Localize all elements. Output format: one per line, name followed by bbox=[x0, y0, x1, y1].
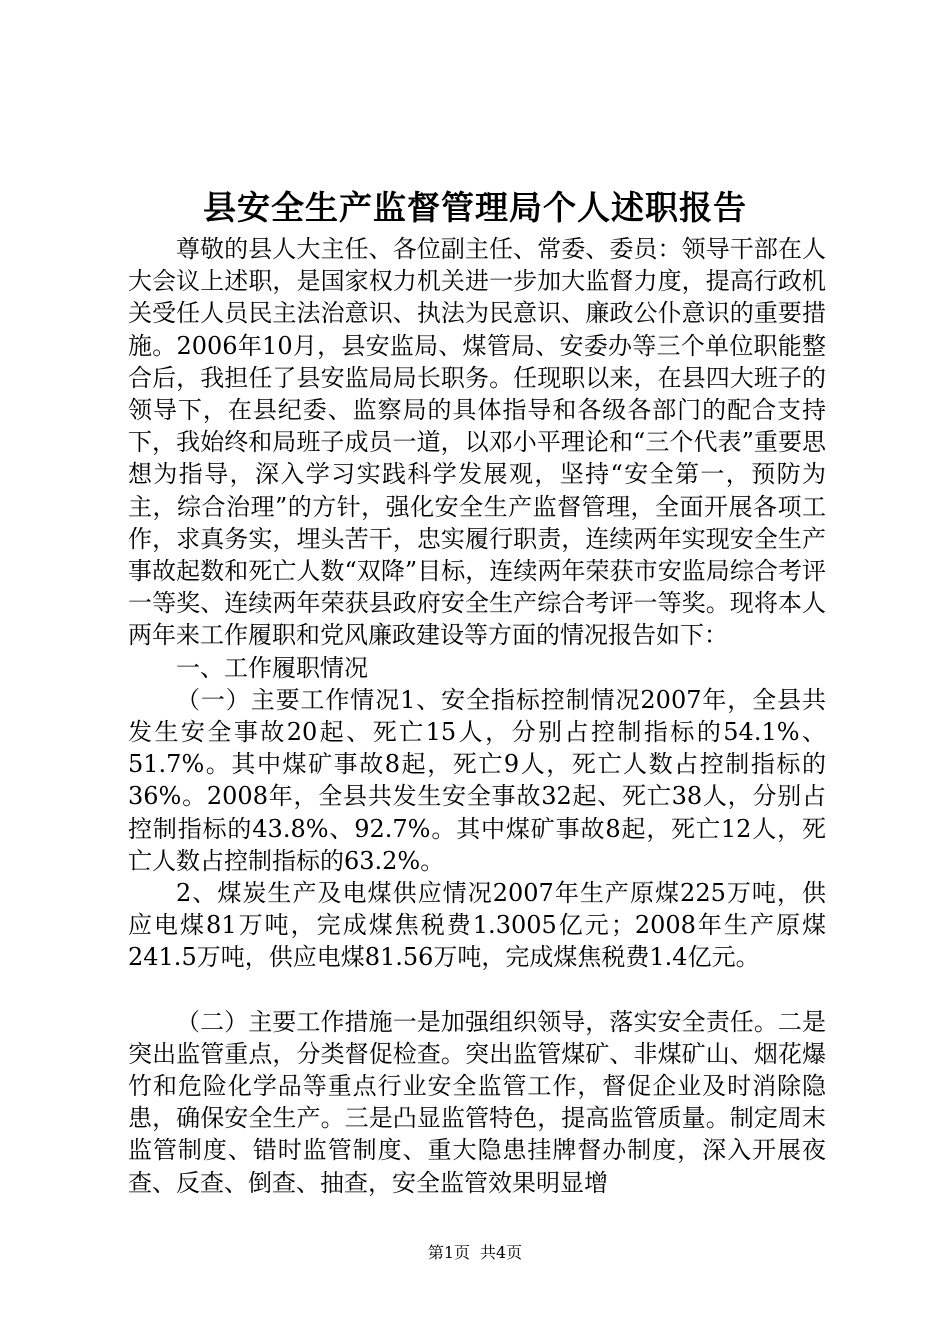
page-footer bbox=[0, 1242, 950, 1264]
paragraph-intro: 尊敬的县人大主任、各位副主任、常委、委员：领导干部在人大会议上述职，是国家权力机关进一步加大监督力度，提高行政机关受任人员民主法治意识、执法为民意识、廉政公仆意识的重要措施。2006年10月，县安监局、煤管局、安委办等三个单位职能整合后，我担任了县安监局局长职务。任现职以来，在县四大班子的领导下，在县纪委、监察局的具体指导和各级各部门的配合支持下，我始终和局班子成员一道，以邓小平理论和“三个代表”重要思想为指导，深入学习实践科学发展观，坚持“安全第一，预防为主，综合治理”的方针，强化安全生产监督管理，全面开展各项工作，求真务实，埋头苦干，忠实履行职责，连续两年实现安全生产事故起数和死亡人数“双降”目标，连续两年荣获市安监局综合考评一等奖、连续两年荣获县政府安全生产综合考评一等奖。现将本人两年来工作履职和党风廉政建设等方面的情况报告如下： bbox=[128, 235, 826, 650]
page-number-total: 共4页 bbox=[480, 1243, 523, 1262]
paragraph-work-measures: （二）主要工作措施一是加强组织领导，落实安全责任。二是突出监管重点，分类督促检查。突出监管煤矿、非煤矿山、烟花爆竹和危险化学品等重点行业安全监管工作，督促企业及时消除隐患，确保安全生产。三是凸显监管特色，提高监管质量。制定周末监管制度、错时监管制度、重大隐患挂牌督办制度，深入开展夜查、反查、倒查、抽查，安全监管效果明显增 bbox=[128, 1007, 826, 1197]
document-title: 县安全生产监督管理局个人述职报告 bbox=[203, 188, 747, 227]
paragraph-main-work: （一）主要工作情况1、安全指标控制情况2007年，全县共发生安全事故20起、死亡15人，分别占控制指标的54.1%、51.7%。其中煤矿事故8起，死亡9人，死亡人数占控制指标的36%。2008年，全县共发生安全事故32起、死亡38人，分别占控制指标的43.8%、92.7%。其中煤矿事故8起，死亡12人，死亡人数占控制指标的63.2%。 bbox=[128, 685, 826, 875]
page-number-current: 第1页 bbox=[427, 1243, 470, 1262]
paragraph-coal-production: 2、煤炭生产及电煤供应情况2007年生产原煤225万吨，供应电煤81万吨，完成煤焦税费1.3005亿元；2008年生产原煤241.5万吨，供应电煤81.56万吨，完成煤焦税费1.4亿元。 bbox=[128, 879, 826, 972]
section-heading-work-duties: 一、工作履职情况 bbox=[176, 653, 368, 682]
document-body bbox=[128, 233, 826, 1199]
